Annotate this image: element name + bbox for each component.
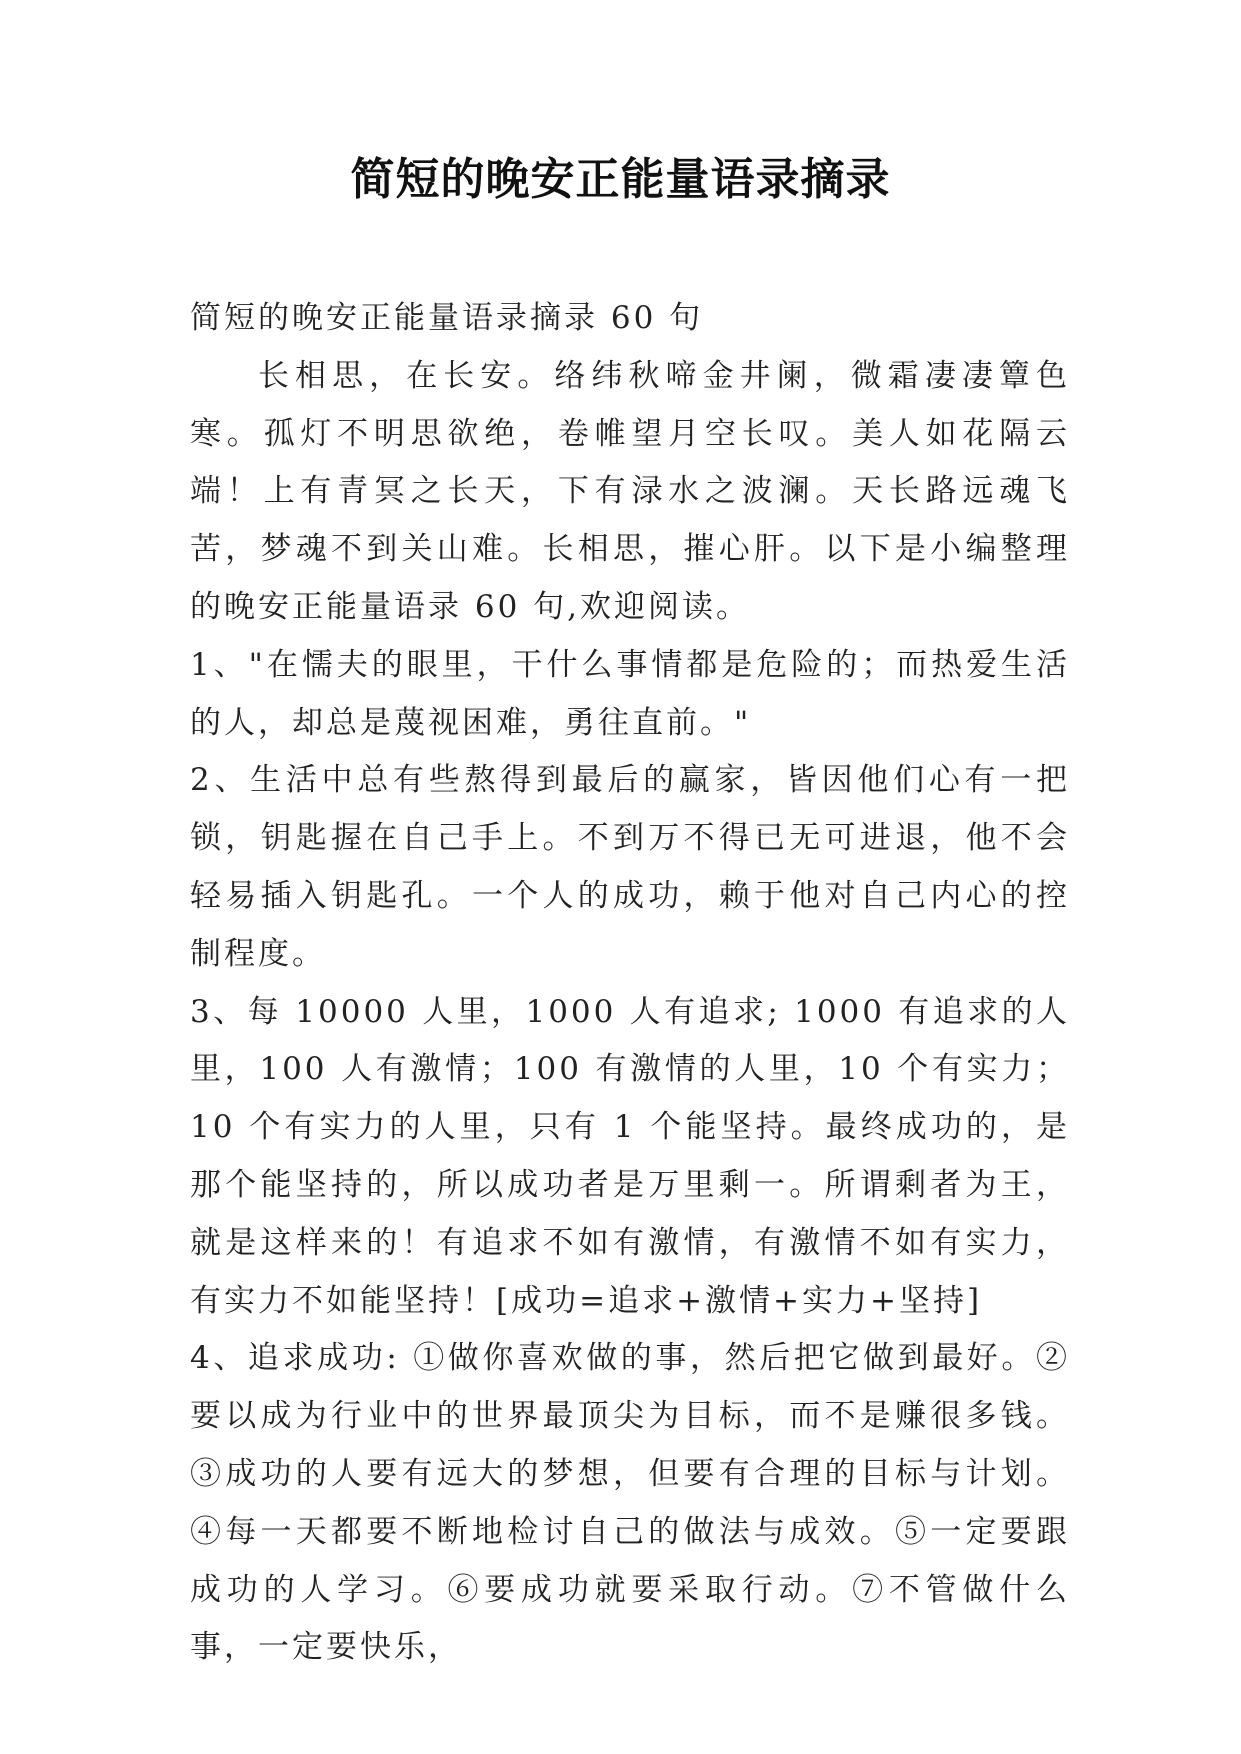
paragraph-intro: 长相思，在长安。络纬秋啼金井阑，微霜凄凄簟色寒。孤灯不明思欲绝，卷帷望月空长叹。美人如花隔云端！上有青冥之长天，下有渌水之波澜。天长路远魂飞苦，梦魂不到关山难。长相思，摧心肝。以下是小编整理的晚安正能量语录 60 句,欢迎阅读。 bbox=[190, 357, 1070, 625]
document-body bbox=[190, 290, 1070, 1677]
paragraph-item-1: 1、"在懦夫的眼里，干什么事情都是危险的；而热爱生活的人，却总是蔑视困难，勇往直前。" bbox=[190, 646, 1070, 741]
paragraph-item-4: 4、追求成功: ①做你喜欢做的事，然后把它做到最好。②要以成为行业中的世界最顶尖为目标，而不是赚很多钱。③成功的人要有远大的梦想，但要有合理的目标与计划。④每一天都要不断地检讨自己的做法与成效。⑤一定要跟成功的人学习。⑥要成功就要采取行动。⑦不管做什么事，一定要快乐， bbox=[190, 1340, 1070, 1666]
paragraph-item-2: 2、生活中总有些熬得到最后的赢家，皆因他们心有一把锁，钥匙握在自己手上。不到万不得已无可进退，他不会轻易插入钥匙孔。一个人的成功，赖于他对自己内心的控制程度。 bbox=[190, 762, 1070, 972]
paragraph-item-3: 3、每 10000 人里，1000 人有追求; 1000 有追求的人里，100 人有激情；100 有激情的人里，10 个有实力；10 个有实力的人里，只有 1 个能坚持。最终成功的，是那个能坚持的，所以成功者是万里剩一。所谓剩者为王，就是这样来的！有追求不如有激情，有激情不如有实力，有实力不如能坚持！[成功=追求+激情+实力+坚持] bbox=[190, 993, 1070, 1319]
document-title: 简短的晚安正能量语录摘录 bbox=[350, 154, 891, 205]
paragraph-heading: 简短的晚安正能量语录摘录 60 句 bbox=[190, 300, 704, 336]
